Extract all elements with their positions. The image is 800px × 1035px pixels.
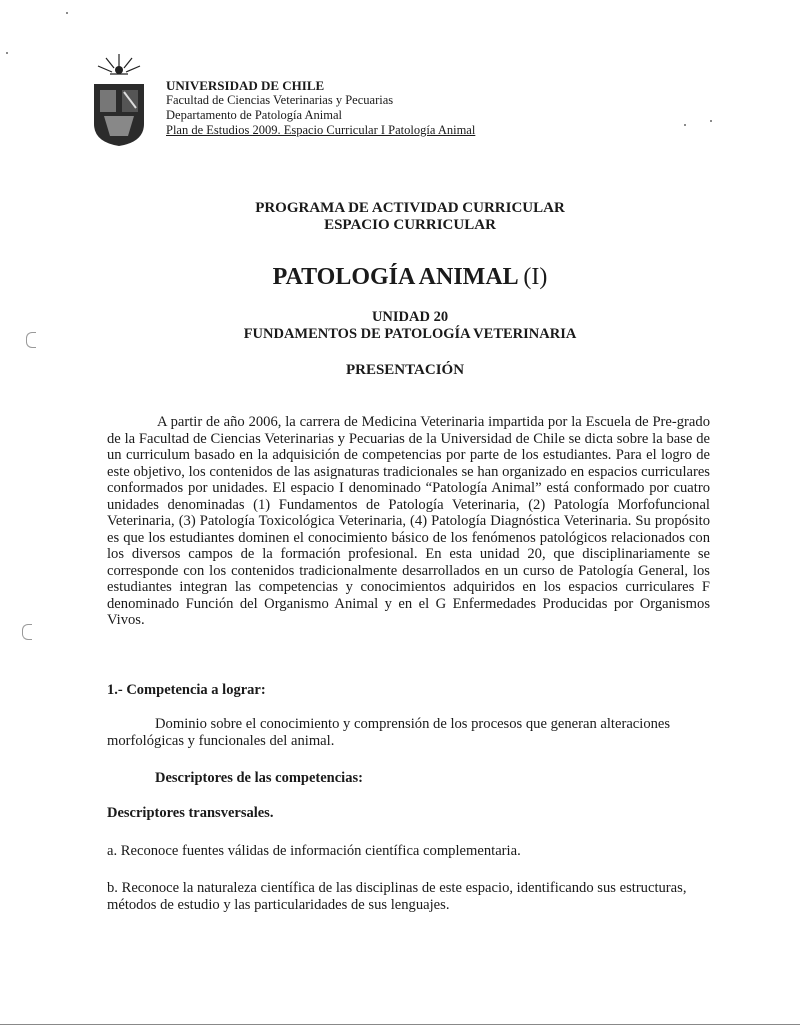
program-line-2: ESPACIO CURRICULAR — [324, 217, 496, 233]
title-numeral: (I) — [523, 264, 548, 290]
competence-text: Dominio sobre el conocimiento y comprensión de los procesos que generan alteraciones morfológicas y funcionales del animal. — [107, 716, 671, 749]
transversal-descriptors-heading: Descriptores transversales. — [107, 805, 274, 821]
scan-speck — [684, 124, 686, 126]
faculty-name: Facultad de Ciencias Veterinarias y Pecuarias — [166, 93, 394, 107]
descriptors-heading: Descriptores de las competencias: — [155, 770, 363, 786]
competence-heading: 1.- Competencia a lograr: — [107, 682, 266, 698]
unit-number: UNIDAD 20 — [371, 309, 449, 325]
binder-hole-mark — [22, 624, 32, 640]
title-main: PATOLOGÍA ANIMAL — [272, 264, 518, 290]
unit-heading — [20, 309, 800, 343]
descriptor-item-b: b. Reconoce la naturaleza científica de las disciplinas de este espacio, identificando sus estructuras, métodos de estudio y las particularidades de sus lenguajes. — [107, 880, 687, 913]
scan-speck — [6, 52, 8, 54]
institution-name: UNIVERSIDAD DE CHILE — [166, 78, 325, 93]
scan-speck — [710, 120, 712, 122]
program-heading — [60, 200, 760, 234]
scan-speck — [66, 12, 68, 14]
descriptor-item-a: a. Reconoce fuentes válidas de información científica complementaria. — [107, 843, 521, 859]
document-header — [88, 52, 648, 152]
program-line-1: PROGRAMA DE ACTIVIDAD CURRICULAR — [255, 200, 565, 216]
unit-name: FUNDAMENTOS DE PATOLOGÍA VETERINARIA — [243, 326, 577, 342]
study-plan-line: Plan de Estudios 2009. Espacio Curricular I Patología Animal — [166, 123, 476, 137]
header-text-block — [166, 78, 475, 138]
university-crest-logo — [88, 52, 150, 148]
presentation-paragraph: A partir de año 2006, la carrera de Medicina Veterinaria impartida por la Escuela de Pre-grado de la Facultad de Ciencias Veterinarias y Pecuarias de la Universidad de Chile se dicta sobre la base de un curriculum basado en la adquisición de competencias por parte de los estudiantes. Para el logro de este objetivo, los contenidos de las asignaturas tradicionales se han organizado en espacios curriculares conformados por unidades. El espacio I denominado “Patología Animal” está conformado por cuatro unidades denominadas (1) Fundamentos de Patología Veterinaria, (2) Patología Morfofuncional Veterinaria, (3) Patología Toxicológica Veterinaria, (4) Patología Diagnóstica Veterinaria. Su propósito es que los estudiantes dominen el conocimiento básico de los fenómenos patológicos relacionados con los diversos campos de la formación profesional. En esta unidad 20, que disciplinariamente se corresponde con los contenidos tradicionalmente desarrollados en un curso de Patología General, los estudiantes integran las competencias y conocimientos adquiridos en los espacios curriculares F denominado Función del Organismo Animal y en el G Enfermedades Producidas por Organismos Vivos. — [107, 414, 710, 628]
binder-hole-mark — [26, 332, 36, 348]
page-bottom-rule — [0, 1024, 800, 1025]
department-name: Departamento de Patología Animal — [166, 108, 342, 122]
presentation-heading: PRESENTACIÓN — [345, 362, 465, 378]
document-title — [20, 264, 800, 291]
